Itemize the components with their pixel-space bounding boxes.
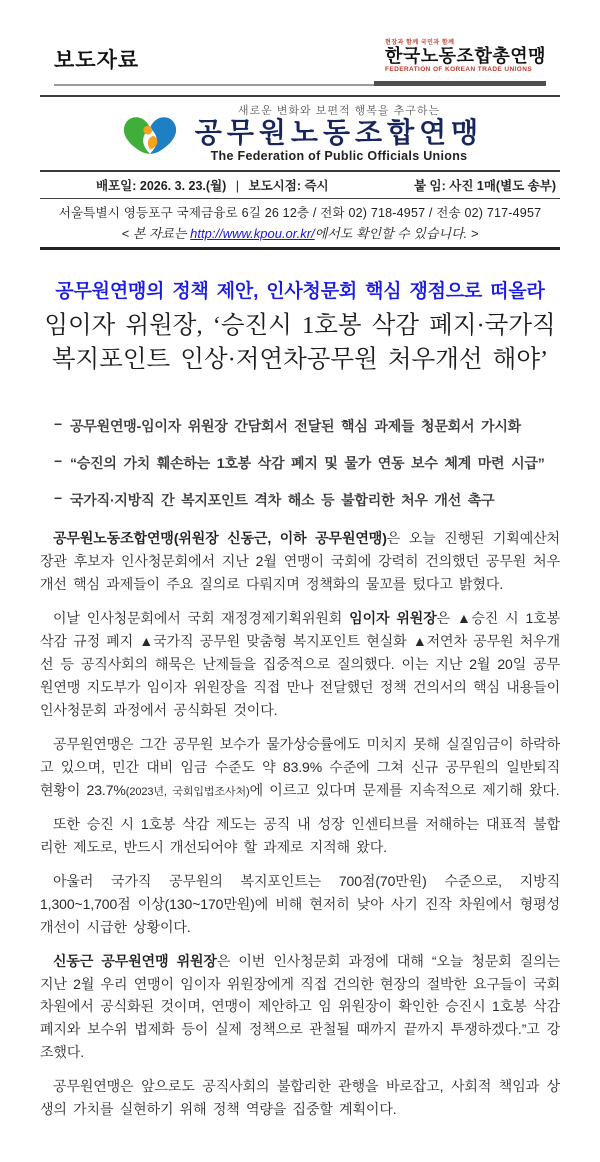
fktu-name-english: FEDERATION OF KOREAN TRADE UNIONS bbox=[385, 66, 533, 74]
body-paragraph bbox=[40, 870, 560, 939]
release-date-value: 2026. 3. 23.(월) bbox=[139, 178, 227, 193]
body-paragraph bbox=[40, 950, 560, 1065]
release-date-label: 배포일: bbox=[96, 178, 137, 193]
body-paragraph bbox=[40, 1075, 560, 1121]
org-name: 공무원노동조합연맹 bbox=[194, 117, 484, 149]
kpou-logo-icon bbox=[117, 108, 183, 160]
headline-title-line2: 복지포인트 인상·저연차공무원 처우개선 해야’ bbox=[51, 345, 549, 373]
top-header bbox=[40, 40, 560, 80]
emphasized-text: 임이자 위원장 bbox=[349, 610, 437, 627]
header-divider-thin bbox=[54, 84, 374, 86]
paragraph-text: 에 이르고 있다며 문제를 지속적으로 제기해 왔다. bbox=[249, 781, 560, 798]
press-release-label: 보도자료 bbox=[54, 48, 140, 72]
headline-title-line1: 임이자 위원장, ‘승진시 1호봉 삭감 폐지·국가직 bbox=[44, 311, 556, 339]
emphasized-text: 공무원노동조합연맹(위원장 신동근, 이하 공무원연맹) bbox=[53, 530, 387, 547]
headline-kicker: 공무원연맹의 정책 제안, 인사청문회 핵심 쟁점으로 떠올라 bbox=[55, 280, 545, 302]
attachment-info bbox=[414, 176, 556, 194]
timing-value: 즉시 bbox=[304, 178, 329, 193]
paragraph-text: 은 오늘 진행된 기획예산처 장관 후보자 인사청문회에서 지난 2월 연맹이 국회에 강력히 건의했던 공무원 처우 개선 핵심 과제들이 주요 질의로 다뤄지며 정책화의 물꼬를 텄다고 밝혔다. bbox=[40, 530, 560, 593]
org-slogan: 새로운 변화와 보편적 행복을 추구하는 bbox=[237, 104, 441, 117]
org-banner-text bbox=[195, 105, 483, 164]
header-divider-thick bbox=[374, 81, 546, 86]
body-paragraph bbox=[40, 733, 560, 802]
summary-point-text: “승진의 가치 훼손하는 1호봉 삭감 폐지 및 물가 연동 보수 체계 마련 시급” bbox=[69, 455, 545, 472]
dash-bullet: − bbox=[54, 490, 62, 507]
paragraph-text: 은 ▲승진 시 1호봉 삭감 규정 폐지 ▲국가직 공무원 맞춤형 복지포인트 현실화 ▲저연차 공무원 처우개선 등 공직사회의 해묵은 난제들을 집중적으로 질의했다. 이는 지난 2월 20일 공무원연맹 지도부가 임이자 위원장을 직접 만나 전달했던 정책 건의서의 핵심 내용들이 인사청문회 과정에서 공식화된 것이다. bbox=[40, 610, 560, 718]
summary-point-text: 공무원연맹-임이자 위원장 간담회서 전달된 핵심 과제들 청문회서 가시화 bbox=[69, 418, 521, 435]
summary-point bbox=[48, 416, 552, 436]
org-banner bbox=[40, 95, 560, 170]
headline-title bbox=[40, 309, 560, 377]
summary-point-text: 국가직·지방직 간 복지포인트 격차 해소 등 불합리한 처우 개선 촉구 bbox=[69, 492, 495, 509]
paragraph-text: 또한 승진 시 1호봉 삭감 제도는 공직 내 성장 인센티브를 저해하는 대표적 불합리한 제도로, 반드시 개선되어야 할 과제로 지적해 왔다. bbox=[40, 815, 560, 855]
paragraph-text: 아울러 국가직 공무원의 복지포인트는 700점(70만원) 수준으로, 지방직 1,300~1,700점 이상(130~170만원)에 비해 현저히 낮아 사기 진작 차원에서 형평성 개선이 시급한 상황이다. bbox=[40, 872, 560, 935]
org-address: 서울특별시 영등포구 국제금융로 6길 26 12층 / 전화 02) 718-4957 / 전송 02) 717-4957 bbox=[58, 205, 542, 220]
dash-bullet: − bbox=[54, 416, 62, 433]
paragraph-text: 은 이번 인사청문회 과정에 대해 “오늘 청문회 질의는 지난 2월 우리 연맹이 임이자 위원장에게 직접 건의한 현장의 절박한 요구들이 국회 차원에서 공식화된 것이며, 연맹이 제안하고 임 위원장이 확인한 승진시 1호봉 삭감 폐지와 보수위 법제화 등이 실제 정책으로 관철될 때까지 끝까지 투쟁하겠다.”고 강조했다. bbox=[40, 952, 560, 1061]
release-date-and-timing bbox=[96, 176, 329, 194]
emphasized-text: 신동근 공무원연맹 위원장 bbox=[53, 952, 217, 969]
dash-bullet: − bbox=[54, 453, 62, 470]
fktu-logo bbox=[385, 40, 546, 74]
article-body bbox=[40, 527, 560, 1121]
summary-point bbox=[48, 453, 552, 473]
attachment-value: 사진 1매(별도 송부) bbox=[449, 178, 556, 193]
paragraph-text: 공무원연맹은 그간 공무원 보수가 물가상승률에도 미치지 못해 실질임금이 하락하고 있으며, 민간 대비 임금 수준도 약 83.9% 수준에 그쳐 신규 공무원의 일반퇴직 현황이 23.7% bbox=[40, 735, 560, 798]
body-paragraph bbox=[40, 813, 560, 859]
web-notice-suffix: 에서도 확인할 수 있습니다. > bbox=[314, 225, 479, 241]
body-paragraph bbox=[40, 607, 560, 722]
footnote-text: (2023년, 국회입법조사처) bbox=[125, 785, 250, 798]
paragraph-text: 공무원연맹은 앞으로도 공직사회의 불합리한 관행을 바로잡고, 사회적 책임과 상생의 가치를 실현하기 위해 정책 역량을 집중할 계획이다. bbox=[40, 1078, 560, 1118]
web-notice-prefix: < 본 자료는 bbox=[121, 225, 191, 241]
web-notice bbox=[40, 221, 560, 247]
org-name-english: The Federation of Public Officials Unions bbox=[210, 149, 468, 164]
paragraph-text: 이날 인사청문회에서 국회 재정경제기획위원회 bbox=[53, 610, 350, 627]
fktu-name: 한국노동조합총연맹 bbox=[385, 45, 546, 66]
header-divider bbox=[40, 80, 560, 86]
body-paragraph bbox=[40, 527, 560, 596]
summary-point bbox=[48, 490, 552, 510]
attachment-label: 붙 임: bbox=[413, 178, 446, 193]
timing-label: 보도시점: bbox=[248, 178, 301, 193]
release-info-table bbox=[40, 170, 560, 250]
release-info-row bbox=[40, 172, 560, 199]
org-website-link[interactable]: http://www.kpou.or.kr/ bbox=[190, 225, 315, 241]
summary-points bbox=[40, 416, 560, 510]
fktu-slogan: 현장과 함께 국민과 함께 bbox=[385, 40, 455, 46]
separator: | bbox=[235, 178, 240, 193]
